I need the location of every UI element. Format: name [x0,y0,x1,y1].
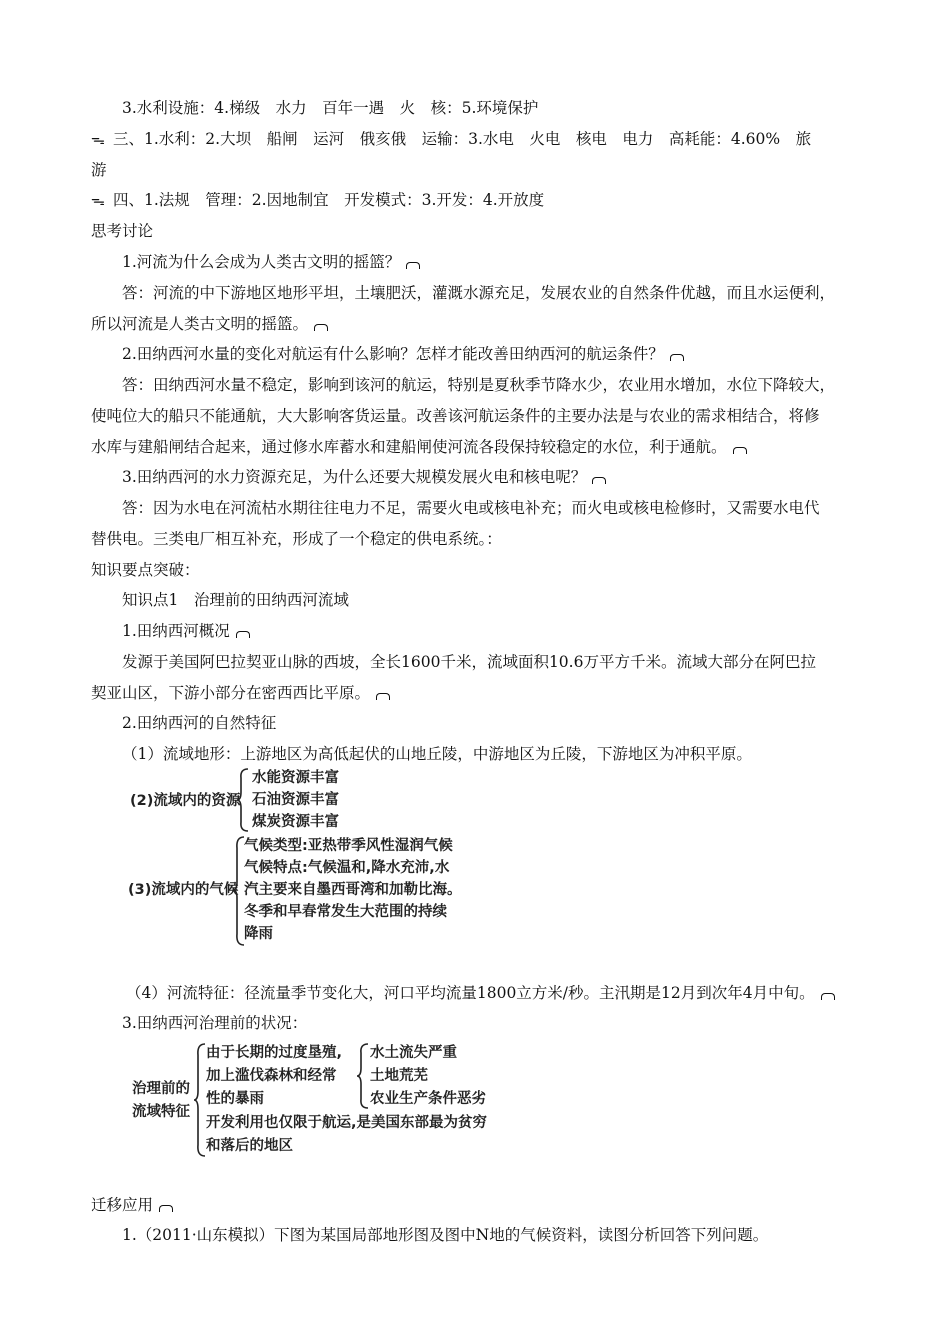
section-knowledge: 知识要点突破： [91,561,200,579]
overview-heading: 1.田纳西河概况 [122,621,250,641]
line-4 [91,190,544,211]
pre-label-2: 流域特征 [132,1104,190,1120]
climate-item-4: 冬季和早春常发生大范围的持续 [244,904,447,920]
question-2: 2.田纳西河水量的变化对航运有什么影响？怎样才能改善田纳西河的航运条件？ [122,344,684,364]
effect-1: 水土流失严重 [370,1045,457,1061]
climate-item-2: 气候特点:气候温和,降水充沛,水 [244,860,450,876]
cause-2: 加上滥伐森林和经常 [206,1068,337,1084]
pre-governance-heading: 3.田纳西河治理前的状况： [122,1014,308,1032]
cause-1: 由于长期的过度垦殖, [206,1045,343,1061]
resources-brace [236,768,250,832]
bottom-2: 和落后的地区 [206,1138,293,1154]
answer-2a: 答：田纳西河水量不稳定，影响到该河的航运，特别是夏秋季节降水少，农业用水增加，水位下降较大， [122,376,836,394]
knowledge-point-1: 知识点1 治理前的田纳西河流域 [122,591,349,609]
resources-item-2: 石油资源丰富 [252,792,339,808]
line-3: 游 [91,161,107,179]
resources-label: (2)流域内的资源 [130,793,241,809]
bullet-icon: ᯓ [91,132,105,148]
climate-label: (3)流域内的气候 [128,882,239,898]
line-2 [91,129,811,150]
answer-3b: 替供电。三类电厂相互补充，形成了一个稳定的供电系统。： [91,530,502,548]
answer-2c: 水库与建船闸结合起来，通过修水库蓄水和建船闸使河流各段保持较稳定的水位，利于通航。 [91,437,747,457]
section-discussion: 思考讨论 [91,222,154,240]
answer-1a: 答：河流的中下游地区地形平坦，土壤肥沃，灌溉水源充足，发展农业的自然条件优越，而且水运便利， [122,284,836,302]
bullet-icon: ᯓ [91,193,105,209]
pre-label-1: 治理前的 [132,1081,190,1097]
bottom-1: 开发利用也仅限于航运,是美国东部最为贫穷 [206,1115,488,1131]
line-4-text: 四、1.法规 管理：2.因地制宜 开发模式：3.开发：4.开放度 [113,191,545,209]
cause-3: 性的暴雨 [206,1091,264,1107]
effect-3: 农业生产条件恶劣 [370,1091,486,1107]
line-1: 3.水利设施：4.梯级 水力 百年一遇 火 核：5.环境保护 [122,99,539,117]
resources-item-1: 水能资源丰富 [252,770,339,786]
natural-heading: 2.田纳西河的自然特征 [122,714,277,732]
line-2-text: 三、1.水利：2.大坝 船闸 运河 俄亥俄 运输：3.水电 火电 核电 电力 高耗能：4.60% 旅 [113,130,812,148]
terrain-line: （1）流域地形：上游地区为高低起伏的山地丘陵，中游地区为丘陵，下游地区为冲积平原。 [122,745,752,763]
climate-item-3: 汽主要来自墨西哥湾和加勒比海。 [244,882,462,898]
answer-2b: 使吨位大的船只不能通航，大大影响客货运量。改善该河航运条件的主要办法是与农业的需求相结合，将修 [91,407,820,425]
exercise-1: 1.（2011·山东模拟）下图为某国局部地形图及图中N地的气候资料，读图分析回答下列问题。 [122,1226,769,1244]
effect-2: 土地荒芜 [370,1068,428,1084]
overview-a: 发源于美国阿巴拉契亚山脉的西坡，全长1600千米，流域面积10.6万平方千米。流域大部分在阿巴拉 [122,653,816,671]
transfer-heading: 迁移应用 [91,1195,173,1215]
effects-brace [356,1043,370,1109]
answer-1b: 所以河流是人类古文明的摇篮。 [91,314,328,334]
overview-b: 契亚山区，下游小部分在密西西比平原。 [91,683,390,703]
river-features: （4）河流特征：径流量季节变化大，河口平均流量1800立方米/秒。主汛期是12月到次年4月中旬。 [126,983,835,1003]
climate-item-1: 气候类型:亚热带季风性湿润气候 [244,838,453,854]
question-3: 3.田纳西河的水力资源充足，为什么还要大规模发展火电和核电呢？ [122,467,606,487]
climate-item-5: 降雨 [244,926,273,942]
question-1: 1.河流为什么会成为人类古文明的摇篮？ [122,252,420,272]
resources-item-3: 煤炭资源丰富 [252,814,339,830]
answer-3a: 答：因为水电在河流枯水期往往电力不足，需要火电或核电补充；而火电或核电检修时，又需要水电代 [122,499,820,517]
pre-main-brace [193,1043,207,1157]
